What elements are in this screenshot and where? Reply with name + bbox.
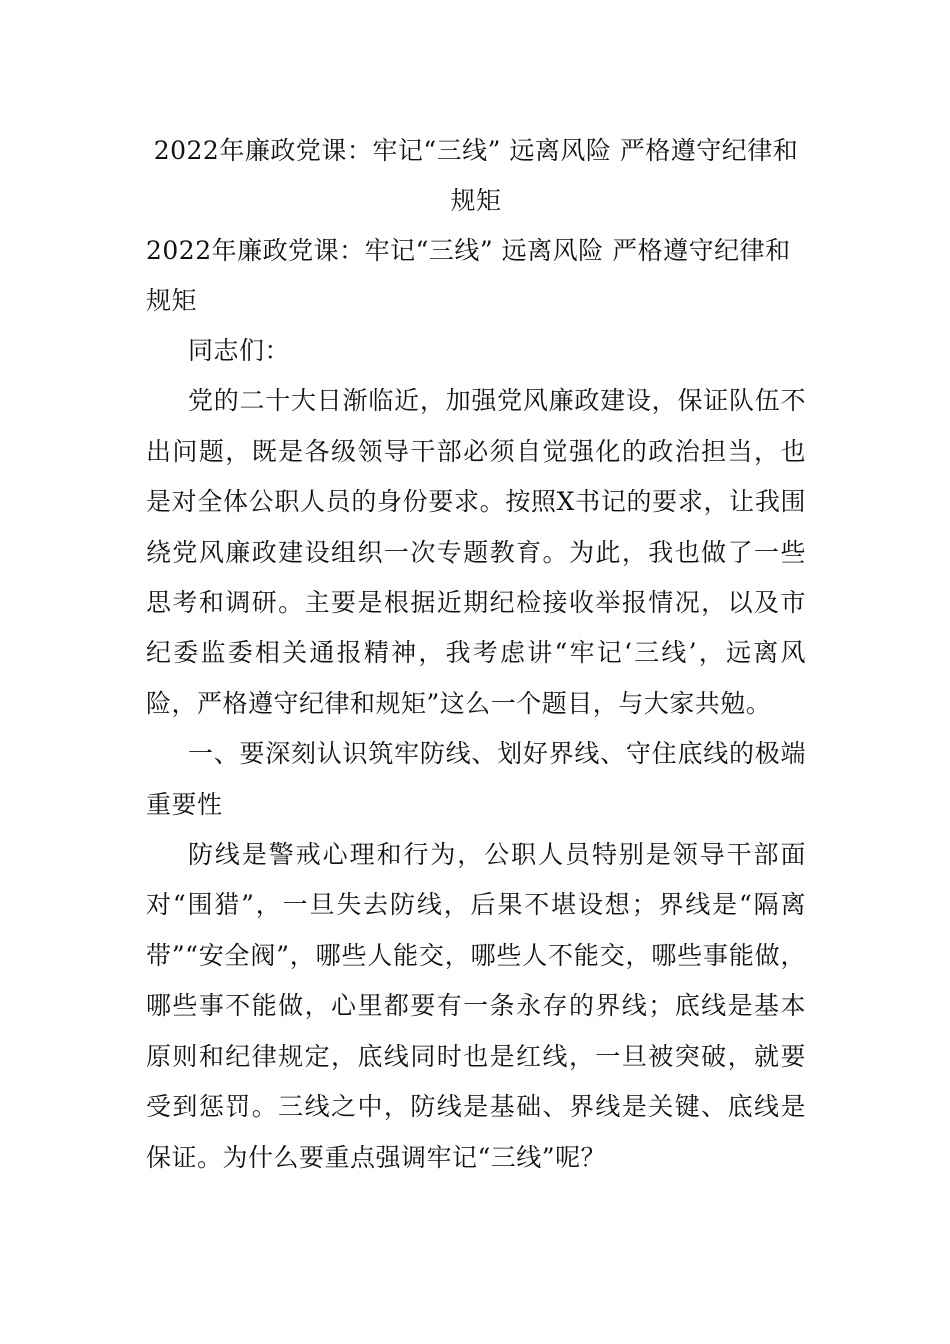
paragraph-body: 防线是警戒心理和行为，公职人员特别是领导干部面对“围猎”，一旦失去防线，后果不堪设想；界线是“隔离带”“安全阀”，哪些人能交，哪些人不能交，哪些事能做，哪些事不能做，心里都要有一条永存的界线；底线是基本原则和纪律规定，底线同时也是红线，一旦被突破，就要受到惩罚。三线之中，防线是基础、界线是关键、底线是保证。为什么要重点强调牢记“三线”呢？: [146, 840, 806, 1172]
document-subtitle: 2022年廉政党课：牢记“三线” 远离风险 严格遵守纪律和规矩: [146, 236, 791, 315]
paragraph-intro: 党的二十大日渐临近，加强党风廉政建设，保证队伍不出问题，既是各级领导干部必须自觉强化的政治担当，也是对全体公职人员的身份要求。按照X书记的要求，让我围绕党风廉政建设组织一次专题教育。为此，我也做了一些思考和调研。主要是根据近期纪检接收举报情况，以及市纪委监委相关通报精神，我考虑讲“牢记‘三线’，远离风险，严格遵守纪律和规矩”这么一个题目，与大家共勉。: [146, 386, 806, 718]
salutation: 同志们：: [188, 336, 291, 365]
document-title: 2022年廉政党课：牢记“三线” 远离风险 严格遵守纪律和规矩: [153, 136, 799, 215]
document-page: [146, 126, 806, 1183]
section-heading: 一、要深刻认识筑牢防线、划好界线、守住底线的极端重要性: [146, 739, 806, 819]
